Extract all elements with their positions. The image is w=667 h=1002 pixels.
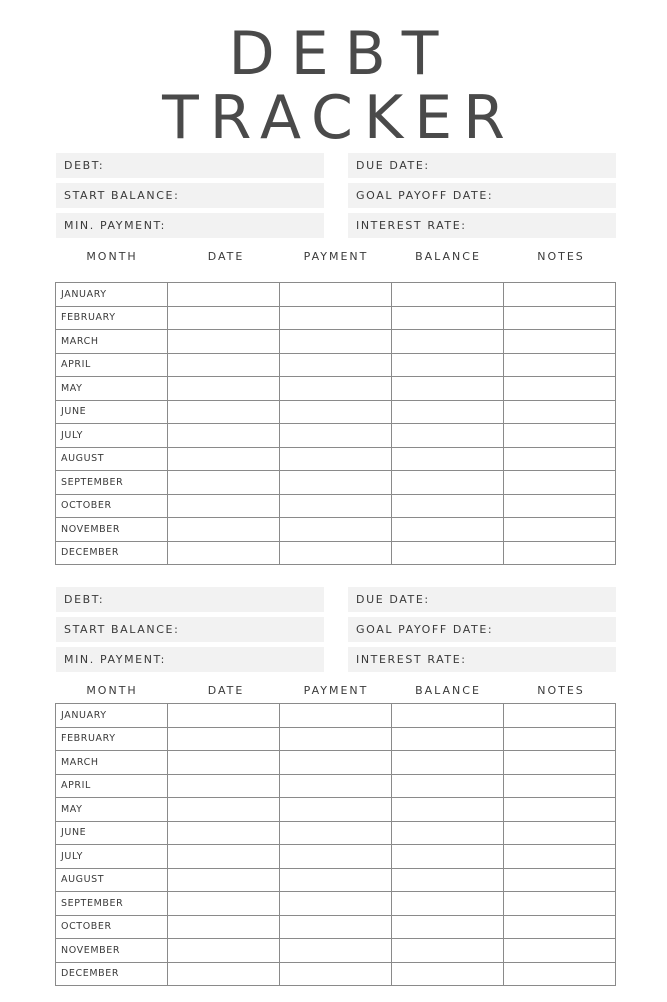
payment-cell[interactable]: [280, 751, 392, 775]
month-cell: FEBRUARY: [56, 306, 168, 330]
month-cell: APRIL: [56, 774, 168, 798]
payment-cell[interactable]: [280, 447, 392, 471]
notes-cell[interactable]: [504, 845, 616, 869]
min-payment-field[interactable]: MIN. PAYMENT:: [56, 647, 324, 672]
notes-cell[interactable]: [504, 377, 616, 401]
month-cell: MARCH: [56, 751, 168, 775]
month-cell: DECEMBER: [56, 962, 168, 986]
balance-cell[interactable]: [392, 400, 504, 424]
month-cell: JULY: [56, 845, 168, 869]
month-cell: AUGUST: [56, 868, 168, 892]
payment-cell[interactable]: [280, 377, 392, 401]
payment-cell[interactable]: [280, 868, 392, 892]
payment-cell[interactable]: [280, 330, 392, 354]
table-row: [56, 727, 616, 751]
tracker-table: [55, 703, 616, 986]
balance-cell[interactable]: [392, 798, 504, 822]
payment-cell[interactable]: [280, 798, 392, 822]
date-cell[interactable]: [168, 704, 280, 728]
payment-cell[interactable]: [280, 774, 392, 798]
date-cell[interactable]: [168, 915, 280, 939]
payment-cell[interactable]: [280, 306, 392, 330]
notes-cell[interactable]: [504, 447, 616, 471]
month-cell: FEBRUARY: [56, 727, 168, 751]
column-header-payment: PAYMENT: [303, 250, 369, 263]
month-cell: MAY: [56, 377, 168, 401]
date-cell[interactable]: [168, 868, 280, 892]
date-cell[interactable]: [168, 447, 280, 471]
start-balance-field[interactable]: START BALANCE:: [56, 617, 324, 642]
interest-rate-field[interactable]: INTEREST RATE:: [348, 213, 616, 238]
notes-cell[interactable]: [504, 892, 616, 916]
balance-cell[interactable]: [392, 518, 504, 542]
notes-cell[interactable]: [504, 704, 616, 728]
table-row: [56, 845, 616, 869]
payment-cell[interactable]: [280, 541, 392, 565]
date-cell[interactable]: [168, 424, 280, 448]
min-payment-field[interactable]: MIN. PAYMENT:: [56, 213, 324, 238]
date-cell[interactable]: [168, 821, 280, 845]
table-row: [56, 283, 616, 307]
date-cell[interactable]: [168, 471, 280, 495]
balance-cell[interactable]: [392, 751, 504, 775]
date-cell[interactable]: [168, 845, 280, 869]
payment-cell[interactable]: [280, 518, 392, 542]
balance-cell[interactable]: [392, 962, 504, 986]
balance-cell[interactable]: [392, 915, 504, 939]
column-header-balance: BALANCE: [415, 684, 481, 697]
balance-cell[interactable]: [392, 330, 504, 354]
notes-cell[interactable]: [504, 330, 616, 354]
column-header-payment: PAYMENT: [303, 684, 369, 697]
table-row: [56, 377, 616, 401]
table-row: [56, 424, 616, 448]
payment-cell[interactable]: [280, 400, 392, 424]
notes-cell[interactable]: [504, 471, 616, 495]
payment-cell[interactable]: [280, 845, 392, 869]
balance-cell[interactable]: [392, 306, 504, 330]
payment-cell[interactable]: [280, 892, 392, 916]
date-cell[interactable]: [168, 939, 280, 963]
notes-cell[interactable]: [504, 751, 616, 775]
tracker-table: [55, 282, 616, 565]
date-cell[interactable]: [168, 400, 280, 424]
table-row: [56, 400, 616, 424]
month-cell: JULY: [56, 424, 168, 448]
column-header-date: DATE: [207, 250, 245, 263]
table-row: [56, 751, 616, 775]
date-cell[interactable]: [168, 751, 280, 775]
balance-cell[interactable]: [392, 353, 504, 377]
month-cell: JUNE: [56, 821, 168, 845]
table-row: [56, 518, 616, 542]
month-cell: OCTOBER: [56, 494, 168, 518]
balance-cell[interactable]: [392, 939, 504, 963]
balance-cell[interactable]: [392, 494, 504, 518]
month-cell: OCTOBER: [56, 915, 168, 939]
notes-cell[interactable]: [504, 939, 616, 963]
page-title-line-1: DEBT: [228, 19, 455, 89]
date-cell[interactable]: [168, 353, 280, 377]
date-cell[interactable]: [168, 541, 280, 565]
balance-cell[interactable]: [392, 821, 504, 845]
table-row: [56, 494, 616, 518]
balance-cell[interactable]: [392, 727, 504, 751]
table-row: [56, 962, 616, 986]
month-cell: MAY: [56, 798, 168, 822]
notes-cell[interactable]: [504, 306, 616, 330]
balance-cell[interactable]: [392, 774, 504, 798]
column-header-notes: NOTES: [537, 250, 585, 263]
debt-field[interactable]: DEBT:: [56, 587, 324, 612]
table-row: [56, 330, 616, 354]
table-row: [56, 447, 616, 471]
due-date-field[interactable]: DUE DATE:: [348, 153, 616, 178]
table-row: [56, 915, 616, 939]
date-cell[interactable]: [168, 306, 280, 330]
column-header-balance: BALANCE: [415, 250, 481, 263]
date-cell[interactable]: [168, 962, 280, 986]
notes-cell[interactable]: [504, 353, 616, 377]
balance-cell[interactable]: [392, 283, 504, 307]
date-cell[interactable]: [168, 727, 280, 751]
due-date-field[interactable]: DUE DATE:: [348, 587, 616, 612]
page-title-line-2: TRACKER: [162, 83, 516, 153]
date-cell[interactable]: [168, 892, 280, 916]
date-cell[interactable]: [168, 494, 280, 518]
balance-cell[interactable]: [392, 424, 504, 448]
notes-cell[interactable]: [504, 424, 616, 448]
notes-cell[interactable]: [504, 798, 616, 822]
table-row: [56, 353, 616, 377]
month-cell: DECEMBER: [56, 541, 168, 565]
month-cell: APRIL: [56, 353, 168, 377]
table-row: [56, 471, 616, 495]
month-cell: MARCH: [56, 330, 168, 354]
goal-payoff-date-field[interactable]: GOAL PAYOFF DATE:: [348, 617, 616, 642]
goal-payoff-date-field[interactable]: GOAL PAYOFF DATE:: [348, 183, 616, 208]
balance-cell[interactable]: [392, 447, 504, 471]
date-cell[interactable]: [168, 518, 280, 542]
notes-cell[interactable]: [504, 494, 616, 518]
date-cell[interactable]: [168, 377, 280, 401]
table-row: [56, 892, 616, 916]
payment-cell[interactable]: [280, 962, 392, 986]
balance-cell[interactable]: [392, 377, 504, 401]
month-cell: SEPTEMBER: [56, 471, 168, 495]
table-row: [56, 306, 616, 330]
notes-cell[interactable]: [504, 541, 616, 565]
month-cell: NOVEMBER: [56, 518, 168, 542]
notes-cell[interactable]: [504, 283, 616, 307]
column-header-notes: NOTES: [537, 684, 585, 697]
payment-cell[interactable]: [280, 471, 392, 495]
table-row: [56, 939, 616, 963]
balance-cell[interactable]: [392, 471, 504, 495]
payment-cell[interactable]: [280, 283, 392, 307]
debt-field[interactable]: DEBT:: [56, 153, 324, 178]
payment-cell[interactable]: [280, 353, 392, 377]
notes-cell[interactable]: [504, 868, 616, 892]
table-row: [56, 541, 616, 565]
balance-cell[interactable]: [392, 541, 504, 565]
balance-cell[interactable]: [392, 845, 504, 869]
month-cell: JANUARY: [56, 704, 168, 728]
date-cell[interactable]: [168, 283, 280, 307]
notes-cell[interactable]: [504, 774, 616, 798]
table-row: [56, 821, 616, 845]
payment-cell[interactable]: [280, 424, 392, 448]
balance-cell[interactable]: [392, 704, 504, 728]
month-cell: JUNE: [56, 400, 168, 424]
date-cell[interactable]: [168, 774, 280, 798]
payment-cell[interactable]: [280, 494, 392, 518]
notes-cell[interactable]: [504, 915, 616, 939]
table-row: [56, 774, 616, 798]
notes-cell[interactable]: [504, 400, 616, 424]
date-cell[interactable]: [168, 798, 280, 822]
notes-cell[interactable]: [504, 518, 616, 542]
balance-cell[interactable]: [392, 868, 504, 892]
date-cell[interactable]: [168, 330, 280, 354]
start-balance-field[interactable]: START BALANCE:: [56, 183, 324, 208]
month-cell: JANUARY: [56, 283, 168, 307]
notes-cell[interactable]: [504, 727, 616, 751]
interest-rate-field[interactable]: INTEREST RATE:: [348, 647, 616, 672]
month-cell: NOVEMBER: [56, 939, 168, 963]
column-header-month: MONTH: [86, 250, 138, 263]
table-row: [56, 798, 616, 822]
balance-cell[interactable]: [392, 892, 504, 916]
month-cell: SEPTEMBER: [56, 892, 168, 916]
payment-cell[interactable]: [280, 915, 392, 939]
column-header-date: DATE: [207, 684, 245, 697]
table-row: [56, 868, 616, 892]
notes-cell[interactable]: [504, 962, 616, 986]
payment-cell[interactable]: [280, 727, 392, 751]
notes-cell[interactable]: [504, 821, 616, 845]
payment-cell[interactable]: [280, 821, 392, 845]
table-row: [56, 704, 616, 728]
payment-cell[interactable]: [280, 939, 392, 963]
payment-cell[interactable]: [280, 704, 392, 728]
column-header-month: MONTH: [86, 684, 138, 697]
month-cell: AUGUST: [56, 447, 168, 471]
